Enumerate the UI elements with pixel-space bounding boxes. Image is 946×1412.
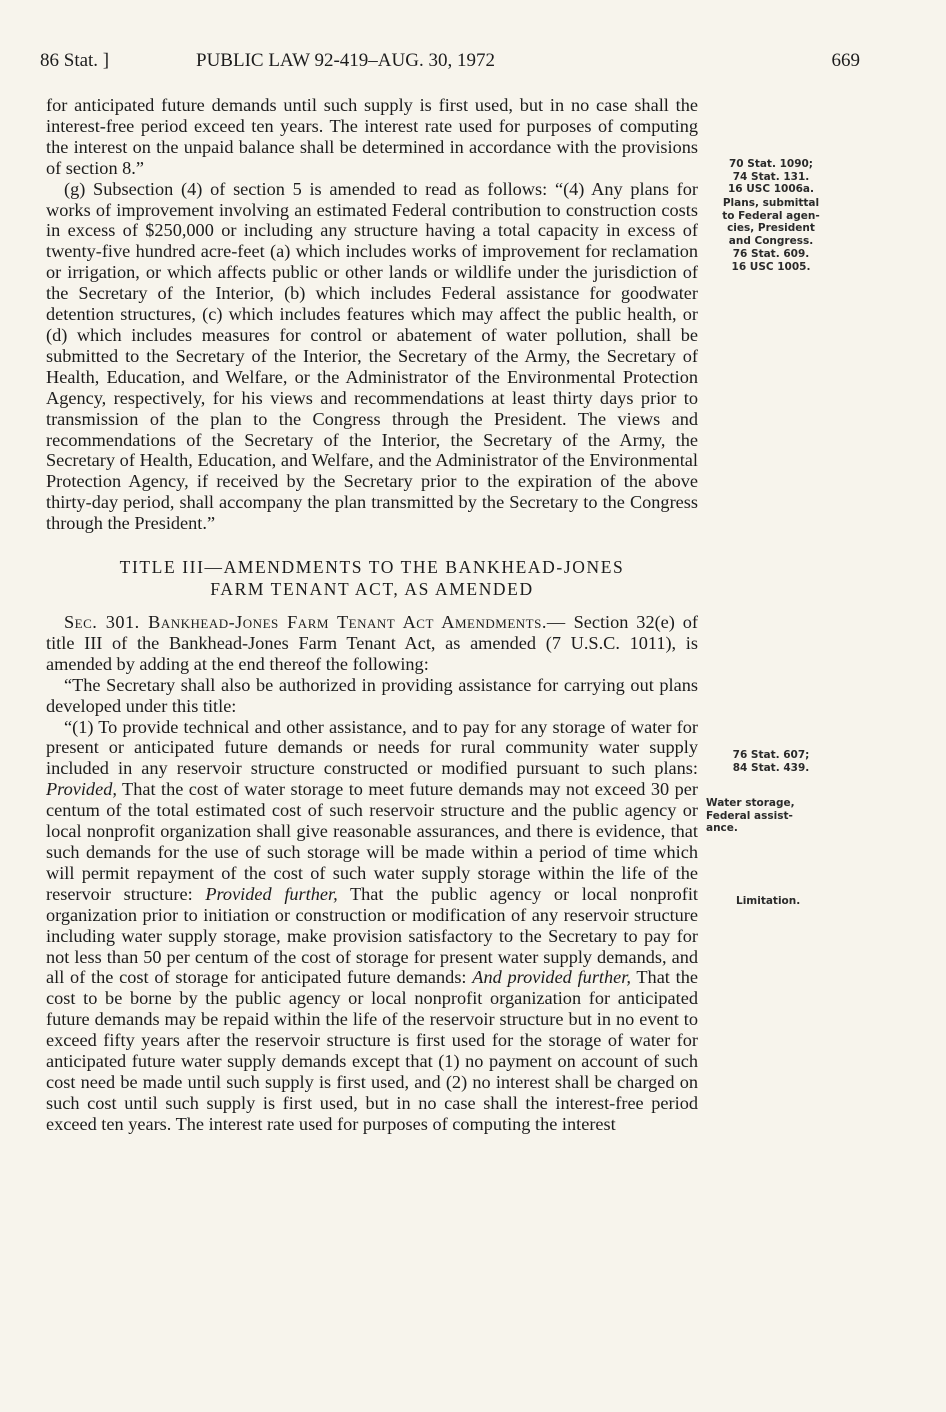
margin-note-line: 76 Stat. 609. [732, 248, 810, 260]
margin-note-water-storage [706, 797, 836, 835]
page-header [40, 50, 860, 74]
clause-1-part-b: That the cost of water storage to meet future demands may not exceed 30 per centum of the total estimated cost of such reservoir structure and the public agency or local nonprofit organization shall give reasonable assurances, and there is evidence, that such demands for the use of such storage will be made within a period of time which will permit repayment of the cost of such water supply storage within the life of the reservoir structure: [46, 779, 698, 904]
proviso-3: And provided further, [472, 967, 631, 988]
margin-note-line: 74 Stat. 131. [732, 170, 810, 183]
margin-note-line: 76 Stat. 607; [732, 749, 810, 761]
paragraph-secretary-authorized: “The Secretary shall also be authorized in providing assistance for carrying out plans developed under this title: [46, 674, 698, 716]
page-number: 669 [831, 50, 860, 71]
margin-note-line: cies, President [727, 222, 815, 234]
margin-note-line: 84 Stat. 439. [732, 761, 810, 774]
margin-note-line: 70 Stat. 1090; [728, 158, 814, 170]
header-title: PUBLIC LAW 92-419–AUG. 30, 1972 [196, 50, 495, 71]
section-301-text: Section 32(e) of title III of the Bankhead-Jones Farm Tenant Act, as amended (7 U.S.C. 1011), is amended by adding at the end thereof the following: [46, 612, 698, 674]
paragraph-section-301 [46, 612, 698, 675]
margin-note-line: Plans, submittal [722, 197, 820, 209]
header-citation: 86 Stat. ] [40, 50, 110, 71]
title-iii-heading [46, 556, 698, 600]
margin-note-citation-2 [706, 248, 836, 273]
margin-note-line: 16 USC 1006a. [727, 183, 814, 195]
margin-note-line: Federal assist- [706, 809, 793, 822]
paragraph-subsection-g: (g) Subsection (4) of section 5 is amended to read as follows: “(4) Any plans for works of improvement involving an estimated Federal contribution to construction costs in excess of $250,000 or including any structure having a total capacity in excess of twenty-five hundred acre-feet (a) which includes works of improvement for reclamation or irrigation, or which affects public or other lands or wildlife under the jurisdiction of the Secretary of the Interior, (b) which includes Federal assistance for goodwater detention structures, (c) which includes features which may affect the public health, or (d) which includes measures for control or abatement of water pollution, shall be submitted to the Secretary of the Interior, the Secretary of the Army, the Secretary of Health, Education, and Welfare, or the Administrator of the Environmental Protection Agency, respectively, for his views and recommendations at least thirty days prior to transmission of the plan to the Congress through the President. The views and recommendations of the Secretary of the Interior, the Secretary of the Army, the Secretary of Health, Education, and Welfare, and the Administrator of the Environmental Protection Agency, if received by the Secretary prior to the expiration of the above thirty-day period, shall accompany the plan transmitted by the Secretary to the Congress through the President.” [46, 178, 698, 534]
margin-note-limitation [736, 895, 866, 908]
clause-1-part-a: “(1) To provide technical and other assistance, and to pay for any storage of water for present or anticipated future demands or needs for rural community water supply included in any reservoir structure constructed or modified pursuant to such plans: [46, 716, 698, 779]
margin-note-line: Water storage, [706, 797, 795, 809]
main-text-column [46, 95, 698, 1135]
clause-1-part-d: That the cost to be borne by the public agency or local nonprofit organization for anticipated future demands may be repaid within the life of the reservoir structure but in no event to exceed fifty years after the reservoir structure is first used for the storage of water for anticipated future water supply demands except that (1) no payment on account of such cost need be made until such supply is first used, and (2) no interest shall be charged on such cost until such supply is first used, but in no case shall the interest-free period exceed ten years. The interest rate used for purposes of computing the interest [46, 967, 698, 1134]
margin-note-plans-submittal [706, 197, 836, 247]
margin-note-line: and Congress. [728, 234, 814, 247]
paragraph-clause-1 [46, 717, 698, 1135]
clause-1-part-c: That the public agency or local nonprofit organization prior to initiation or construction or modification of any reservoir structure including water supply storage, make provision satisfactory to the Secretary to pay for not less than 50 per centum of the cost of storage for present water supply demands, and all of the cost of storage for anticipated future demands: [46, 883, 699, 988]
proviso-2: Provided further, [205, 883, 338, 904]
margin-note-citation-3 [706, 749, 836, 774]
title-line-2: FARM TENANT ACT, AS AMENDED [210, 579, 534, 600]
paragraph-continuation: for anticipated future demands until such supply is first used, but in no case shall the interest-free period exceed ten years. The interest rate used for purposes of computing the interest on the unpaid balance shall be determined in accordance with the provisions of section 8.” [46, 95, 698, 178]
margin-note-line: ance. [706, 822, 738, 834]
margin-note-line: 16 USC 1005. [731, 260, 811, 273]
proviso-1: Provided, [46, 779, 117, 800]
section-label: Sec. 301. Bankhead-Jones Farm Tenant Act Amendments.— [64, 612, 566, 633]
margin-note-line: Limitation. [736, 895, 801, 907]
margin-note-line: to Federal agen- [722, 209, 820, 222]
margin-note-citation-1 [706, 158, 836, 196]
title-line-1: TITLE III—AMENDMENTS TO THE BANKHEAD-JONES [119, 557, 625, 578]
